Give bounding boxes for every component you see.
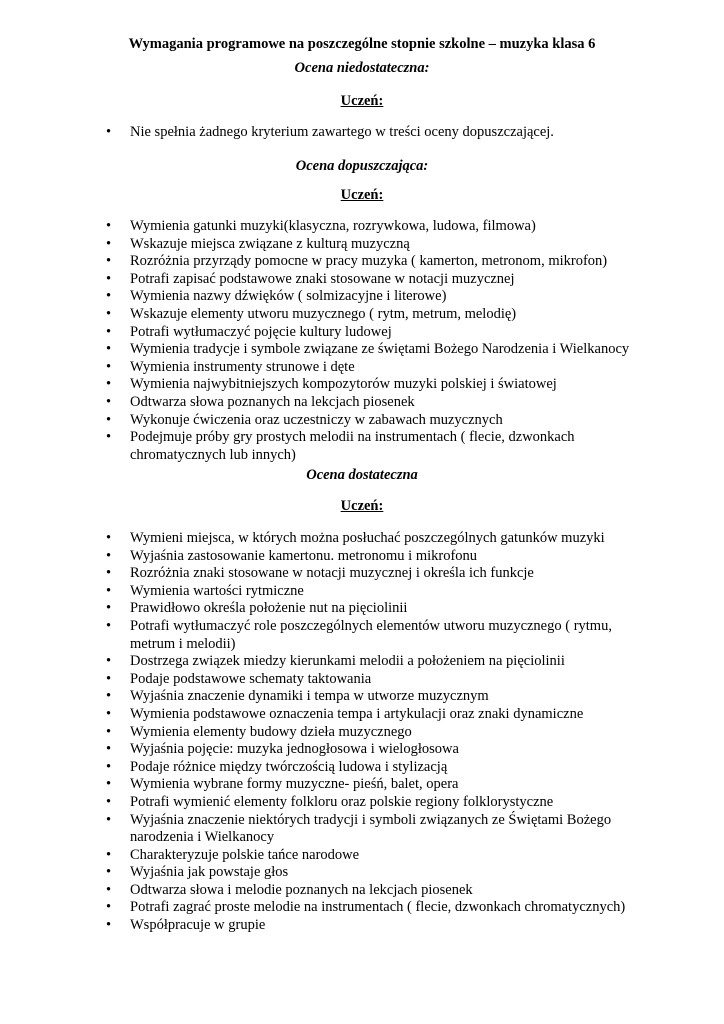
list-item: • Podejmuje próby gry prostych melodii na instrumentach ( flecie, dzwonkach chromatycznych lub innych) [106, 429, 646, 464]
list-item: • Wymienia tradycje i symbole związane ze świętami Bożego Narodzenia i Wielkanocy [106, 341, 646, 359]
criteria-list-niedostateczna [106, 124, 646, 142]
list-item: • Potrafi zapisać podstawowe znaki stosowane w notacji muzycznej [106, 271, 646, 289]
student-label: Uczeń: [340, 93, 384, 109]
list-item: • Współpracuje w grupie [106, 917, 646, 935]
list-item: • Wymienia podstawowe oznaczenia tempa i artykulacji oraz znaki dynamiczne [106, 706, 646, 724]
list-item: • Wykonuje ćwiczenia oraz uczestniczy w zabawach muzycznych [106, 412, 646, 430]
grade-heading-dostateczna: Ocena dostateczna [306, 467, 418, 483]
list-item: • Podaje podstawowe schematy taktowania [106, 671, 646, 689]
list-item: • Wymienia instrumenty strunowe i dęte [106, 359, 646, 377]
list-item: • Wymienia nazwy dźwięków ( solmizacyjne i literowe) [106, 288, 646, 306]
grade-heading-niedostateczna: Ocena niedostateczna: [294, 60, 430, 76]
list-item: • Wyjaśnia jak powstaje głos [106, 864, 646, 882]
student-label: Uczeń: [340, 498, 384, 514]
list-item: • Wymieni miejsca, w których można posłuchać poszczególnych gatunków muzyki [106, 530, 646, 548]
list-item: • Wymienia najwybitniejszych kompozytorów muzyki polskiej i światowej [106, 376, 646, 394]
list-item: • Odtwarza słowa i melodie poznanych na lekcjach piosenek [106, 882, 646, 900]
list-item: • Rozróżnia znaki stosowane w notacji muzycznej i określa ich funkcje [106, 565, 646, 583]
list-item: • Wskazuje miejsca związane z kulturą muzyczną [106, 236, 646, 254]
list-item: • Wymienia wybrane formy muzyczne- pieśń, balet, opera [106, 776, 646, 794]
list-item: • Wymienia elementy budowy dzieła muzycznego [106, 724, 646, 742]
list-item: • Prawidłowo określa położenie nut na pięciolinii [106, 600, 646, 618]
list-item: • Wskazuje elementy utworu muzycznego ( rytm, metrum, melodię) [106, 306, 646, 324]
grade-heading-dopuszczajaca: Ocena dopuszczająca: [295, 158, 429, 174]
list-item: • Potrafi zagrać proste melodie na instrumentach ( flecie, dzwonkach chromatycznych) [106, 899, 646, 917]
list-item: • Wymienia gatunki muzyki(klasyczna, rozrywkowa, ludowa, filmowa) [106, 218, 646, 236]
list-item: • Podaje różnice między twórczością ludowa i stylizacją [106, 759, 646, 777]
list-item: • Rozróżnia przyrządy pomocne w pracy muzyka ( kamerton, metronom, mikrofon) [106, 253, 646, 271]
page-title: Wymagania programowe na poszczególne stopnie szkolne – muzyka klasa 6 [128, 36, 596, 52]
criteria-list-dopuszczajaca [106, 218, 646, 464]
list-item: • Charakteryzuje polskie tańce narodowe [106, 847, 646, 865]
list-item: • Wymienia wartości rytmiczne [106, 583, 646, 601]
list-item: • Wyjaśnia znaczenie niektórych tradycji i symboli związanych ze Świętami Bożego narodzenia i Wielkanocy [106, 812, 646, 847]
list-item: • Potrafi wymienić elementy folkloru oraz polskie regiony folklorystyczne [106, 794, 646, 812]
student-label: Uczeń: [340, 187, 384, 203]
list-item: • Odtwarza słowa poznanych na lekcjach piosenek [106, 394, 646, 412]
list-item: • Wyjaśnia zastosowanie kamertonu. metronomu i mikrofonu [106, 548, 646, 566]
list-item: • Wyjaśnia znaczenie dynamiki i tempa w utworze muzycznym [106, 688, 646, 706]
list-item: • Dostrzega związek miedzy kierunkami melodii a położeniem na pięciolinii [106, 653, 646, 671]
criteria-list-dostateczna [106, 530, 646, 935]
list-item: • Nie spełnia żadnego kryterium zawartego w treści oceny dopuszczającej. [106, 124, 646, 142]
list-item: • Potrafi wytłumaczyć pojęcie kultury ludowej [106, 324, 646, 342]
list-item: • Potrafi wytłumaczyć role poszczególnych elementów utworu muzycznego ( rytmu, metrum i melodii) [106, 618, 646, 653]
list-item: • Wyjaśnia pojęcie: muzyka jednogłosowa i wielogłosowa [106, 741, 646, 759]
